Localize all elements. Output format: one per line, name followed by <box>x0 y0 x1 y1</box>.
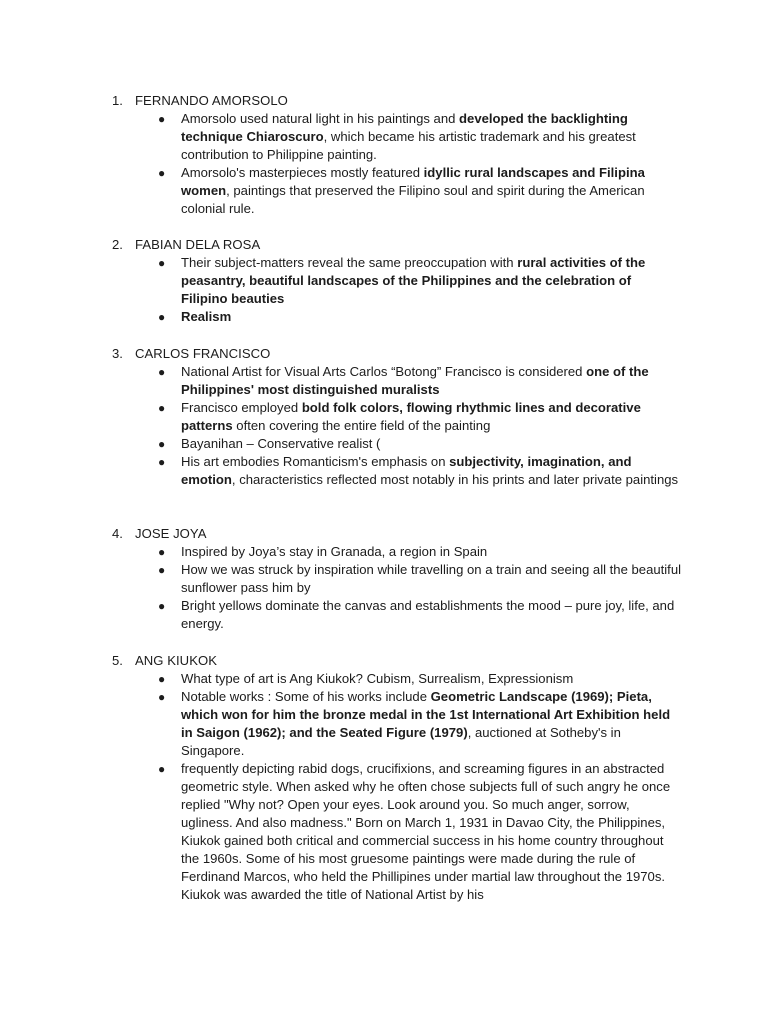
bullet-icon: ● <box>158 599 166 613</box>
bold-text: Geometric Landscape (1969); Pieta, which won for him the bronze medal in the 1st International Art Exhibition held in Saigon (1962); and the Seated Figure (1979) <box>181 689 671 740</box>
bold-text: idyllic rural landscapes and Filipina women <box>181 165 645 198</box>
bold-text: rural activities of the peasantry, beautiful landscapes of the Philippines and the celebration of Filipino beauties <box>181 255 646 306</box>
bullet-icon: ● <box>158 310 166 324</box>
bullet-icon: ● <box>158 545 166 559</box>
list-item <box>0 363 681 399</box>
body-text: How we was struck by inspiration while travelling on a train and seeing all the beautiful sunflower pass him by <box>181 562 682 595</box>
bullet-icon: ● <box>158 672 166 686</box>
list-number: 1. <box>112 93 123 108</box>
bold-text: one of the Philippines' most distinguished muralists <box>181 364 649 397</box>
list-item <box>0 254 681 308</box>
body-text: National Artist for Visual Arts Carlos “Botong” Francisco is considered <box>181 364 587 379</box>
bullet-icon: ● <box>158 762 166 776</box>
body-text: His art embodies Romanticism's emphasis on <box>181 454 450 469</box>
body-text: Inspired by Joya’s stay in Granada, a region in Spain <box>181 544 488 559</box>
body-text: , paintings that preserved the Filipino soul and spirit during the American colonial rule. <box>181 183 645 216</box>
bullet-icon: ● <box>158 437 166 451</box>
list-number: 2. <box>112 237 123 252</box>
list-number: 4. <box>112 526 123 541</box>
list-item <box>0 308 681 326</box>
body-text: Francisco employed <box>181 400 302 415</box>
body-text: , characteristics reflected most notably in his prints and later private paintings <box>231 472 679 487</box>
body-text: What type of art is Ang Kiukok? Cubism, Surrealism, Expressionism <box>181 671 574 686</box>
body-text: frequently depicting rabid dogs, crucifixions, and screaming figures in an abstracted geometric style. When asked why he often chose subjects full of such angry he once replied "Why not? Open your eyes. Look around you. So much anger, sorrow, ugliness. And also madness." Born on March 1, 1931 in Davao City, the Philippines, Kiukok gained both critical and commercial success in his home country throughout the 1960s. Some of his most gruesome paintings were made during the rule of Ferdinand Marcos, who held the Phillipines under martial law throughout the 1970s. Kiukok was awarded the title of National Artist by his <box>181 761 671 902</box>
list-item <box>0 543 681 561</box>
bullet-icon: ● <box>158 365 166 379</box>
bullet-icon: ● <box>158 166 166 180</box>
list-number: 5. <box>112 653 123 668</box>
list-item <box>0 399 681 435</box>
artist-name: FERNANDO AMORSOLO <box>135 93 288 108</box>
bullet-icon: ● <box>158 401 166 415</box>
body-text: Bright yellows dominate the canvas and establishments the mood – pure joy, life, and energy. <box>181 598 675 631</box>
body-text: , auctioned at Sotheby's in Singapore. <box>181 725 621 758</box>
bullet-icon: ● <box>158 112 166 126</box>
body-text: often covering the entire field of the painting <box>232 418 491 433</box>
bullet-list <box>0 110 768 218</box>
bullet-list <box>0 363 768 489</box>
artist-name: JOSE JOYA <box>135 526 207 541</box>
bullet-list <box>0 670 768 904</box>
bold-text: subjectivity, imagination, and emotion <box>181 454 632 487</box>
artist-name: CARLOS FRANCISCO <box>135 346 271 361</box>
bullet-icon: ● <box>158 563 166 577</box>
bullet-list <box>0 254 768 326</box>
body-text: Amorsolo used natural light in his paintings and <box>181 111 460 126</box>
body-text: Notable works : Some of his works include <box>181 689 431 704</box>
bold-text: Realism <box>181 309 232 324</box>
bold-text: bold folk colors, flowing rhythmic lines and decorative patterns <box>181 400 641 433</box>
artist-name: ANG KIUKOK <box>135 653 217 668</box>
body-text: , which became his artistic trademark and his greatest contribution to Philippine painting. <box>181 129 636 162</box>
list-item <box>0 688 681 760</box>
bullet-icon: ● <box>158 455 166 469</box>
list-item <box>0 561 681 597</box>
bold-text: developed the backlighting technique Chiaroscuro <box>181 111 628 144</box>
list-item <box>0 453 681 489</box>
list-item <box>0 670 681 688</box>
bullet-list <box>0 543 768 633</box>
list-number: 3. <box>112 346 123 361</box>
bullet-icon: ● <box>158 256 166 270</box>
body-text: Bayanihan – Conservative realist ( <box>181 436 381 451</box>
list-item <box>0 435 681 453</box>
list-item <box>0 110 681 164</box>
list-item <box>0 164 681 218</box>
body-text: Their subject-matters reveal the same preoccupation with <box>181 255 518 270</box>
bullet-icon: ● <box>158 690 166 704</box>
list-item <box>0 760 681 904</box>
artist-name: FABIAN DELA ROSA <box>135 237 261 252</box>
list-item <box>0 597 681 633</box>
body-text: Amorsolo's masterpieces mostly featured <box>181 165 424 180</box>
